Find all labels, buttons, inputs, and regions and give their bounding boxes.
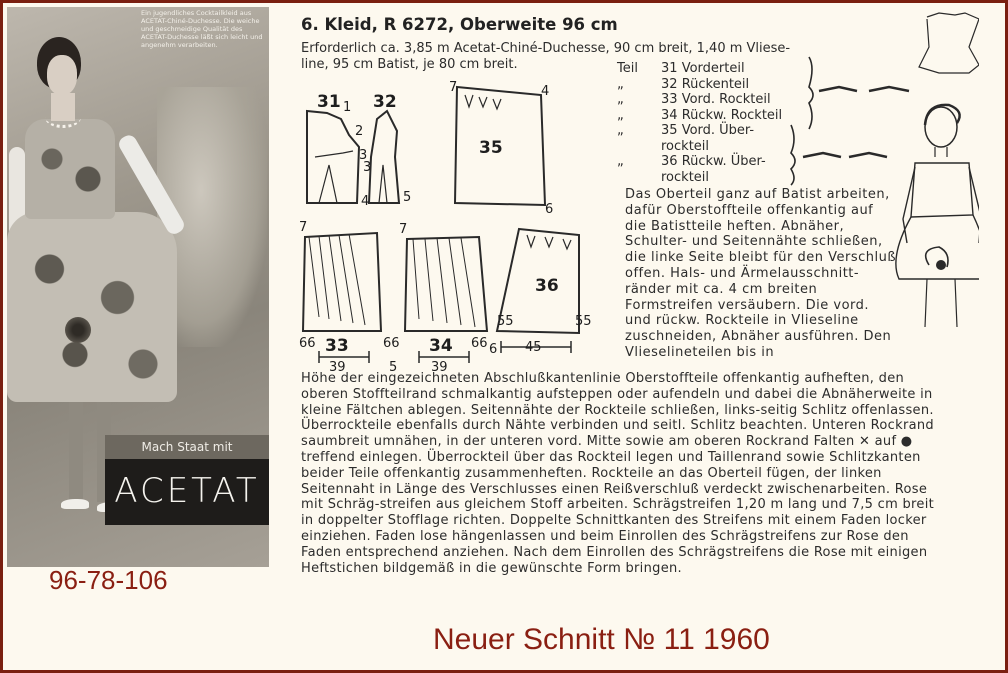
pattern-diagram — [279, 7, 979, 377]
num-3a: 3 — [359, 148, 368, 163]
pearl-necklace — [45, 107, 81, 128]
num-39a: 39 — [329, 360, 346, 375]
num-55a: 55 — [497, 314, 514, 329]
dress-sketch-small — [927, 13, 979, 19]
dress-sketch-small-body — [919, 19, 979, 73]
article-title: 6. Kleid, R 6272, Oberweite 96 cm — [301, 15, 618, 34]
num-5: 5 — [403, 190, 412, 205]
piece-32-darts — [379, 165, 387, 203]
num-39b: 39 — [431, 360, 448, 375]
piece-34-pleats — [413, 238, 475, 327]
article-intro: Erforderlich ca. 3,85 m Acetat-Chiné-Duchesse, 90 cm breit, 1,40 m Vliese- line, 95 cm Batist, je 80 cm breit. — [301, 41, 791, 72]
model-skirt — [7, 212, 177, 402]
piece-row: Teil 31 Vorderteil — [617, 61, 745, 76]
model-leg-left — [69, 402, 83, 502]
model-bodice — [25, 119, 115, 219]
num-1: 1 — [343, 100, 352, 115]
piece-row: „ 34 Rückw. Rockteil — [617, 107, 783, 123]
num-6b: 6 — [489, 342, 498, 357]
piece-row: „ 36 Rückw. Über- — [617, 154, 766, 169]
photo-blurb: Ein jugendliches Cocktailkleid aus ACETAT-Chiné-Duchesse. Die weiche und geschmeidige Qualität des ACETAT-Duchesse läßt sich leicht und angenehm verarbeiten. — [141, 9, 263, 49]
num-2: 2 — [355, 124, 364, 139]
num-66a: 66 — [299, 336, 316, 351]
model-face — [47, 55, 77, 95]
num-4b: 4 — [361, 194, 370, 209]
label-34: 34 — [429, 336, 453, 356]
piece-row: „ 33 Vord. Rockteil — [617, 92, 771, 107]
num-45: 45 — [525, 340, 542, 355]
sketch-rose-center — [936, 260, 946, 270]
piece-35-dart — [465, 95, 501, 109]
piece-31-darts — [315, 151, 353, 203]
piece-33-pleats — [309, 234, 365, 325]
ad-brand: ACETAT — [114, 471, 260, 511]
num-7a: 7 — [449, 80, 458, 95]
piece-31-outline — [307, 111, 359, 203]
fabric-rose — [65, 317, 91, 343]
piece-row: rockteil — [661, 169, 710, 185]
piece-row: rockteil — [661, 138, 710, 154]
model-shoe-left — [61, 499, 89, 509]
num-6a: 6 — [545, 202, 554, 217]
num-3b: 3 — [363, 160, 372, 175]
connector-lower — [803, 153, 887, 157]
measurements-label: 96-78-106 — [49, 565, 168, 595]
ad-slogan: Mach Staat mit — [105, 435, 269, 459]
acetat-ad — [105, 435, 269, 525]
label-35: 35 — [479, 138, 503, 158]
label-31: 31 — [317, 92, 341, 112]
num-66c: 66 — [471, 336, 488, 351]
fashion-photo — [7, 7, 269, 567]
num-5b: 5 — [389, 360, 398, 375]
instructions-body: Höhe der eingezeichneten Abschlußkantenlinie Oberstoffteile offenkantig aufheften, den oberen Stoffteilrand schmalkantig aufsteppen oder aufendeln und dabei die Abnäherweite in kleine Fältchen ablegen. Seitennähte der Rockteile schließen, links-seitig Schlitz offenlassen. Überrockteile ebenfalls durch Nähte verbinden und seitl. Schlitz beachten. Unteren Rockrand saumbreit umnähen, in der unteren vord. Mitte sowie am oberen Rockrand Falten ✕ auf ● treffend einlegen. Überrockteil über das Rockteil legen und Taillenrand sowie Schlitzkanten beider Teile offenkantig zusammenheften. Rockteile an das Oberteil fügen, der linken Seitennaht in Länge des Verschlusses einen Reißverschluß verdeckt zwischenarbeiten. Rose mit Schräg-streifen aus gleichem Stoff arbeiten. Schrägstreifen 1,20 m lang und 7,5 cm breit in doppelter Stofflage richten. Doppelte Schnittkanten des Streifens mit einem Faden locker einziehen. Faden lose hängenlassen und beim Einrollen des Schrägstreifens zur Rose den Faden entsprechend anziehen. Nach dem Einrollen des Schrägstreifens die Rose mit einigen Heftstichen bildgemäß in die gewünschte Form bringen. — [301, 371, 935, 576]
connector-upper — [819, 87, 909, 91]
piece-36-dart — [527, 235, 571, 249]
instructions-column: Das Oberteil ganz auf Batist arbeiten, dafür Oberstoffteile offenkantig auf die Batistteile heften. Abnäher, Schulter- und Seitennähte schließen, die linke Seite bleibt für den Verschluß offen. Hals- und Ärmelausschnitt-ränder mit ca. 4 cm breiten Formstreifen versäubern. Die vord. und rückw. Rockteile in Vlieseline zuschneiden, Abnäher ausführen. Den Vlieselineteilen bis in — [625, 187, 897, 360]
label-33: 33 — [325, 336, 349, 356]
num-7b: 7 — [299, 220, 308, 235]
label-36: 36 — [535, 276, 559, 296]
pieces-brace-lower — [791, 125, 795, 185]
num-55b: 55 — [575, 314, 592, 329]
magazine-page — [279, 7, 979, 617]
piece-row: „ 35 Vord. Über- — [617, 123, 755, 138]
label-32: 32 — [373, 92, 397, 112]
num-4a: 4 — [541, 84, 550, 99]
piece-row: „ 32 Rückenteil — [617, 76, 750, 92]
pieces-brace-upper — [809, 57, 813, 129]
sketch-bodice — [911, 163, 973, 217]
piece-32-outline — [369, 111, 399, 203]
num-7c: 7 — [399, 222, 408, 237]
piece-prefix: Teil — [617, 61, 638, 76]
num-66b: 66 — [383, 336, 400, 351]
issue-caption: Neuer Schnitt № 11 1960 — [433, 623, 770, 656]
sketch-legs — [925, 279, 957, 327]
sketch-neck — [935, 147, 947, 157]
